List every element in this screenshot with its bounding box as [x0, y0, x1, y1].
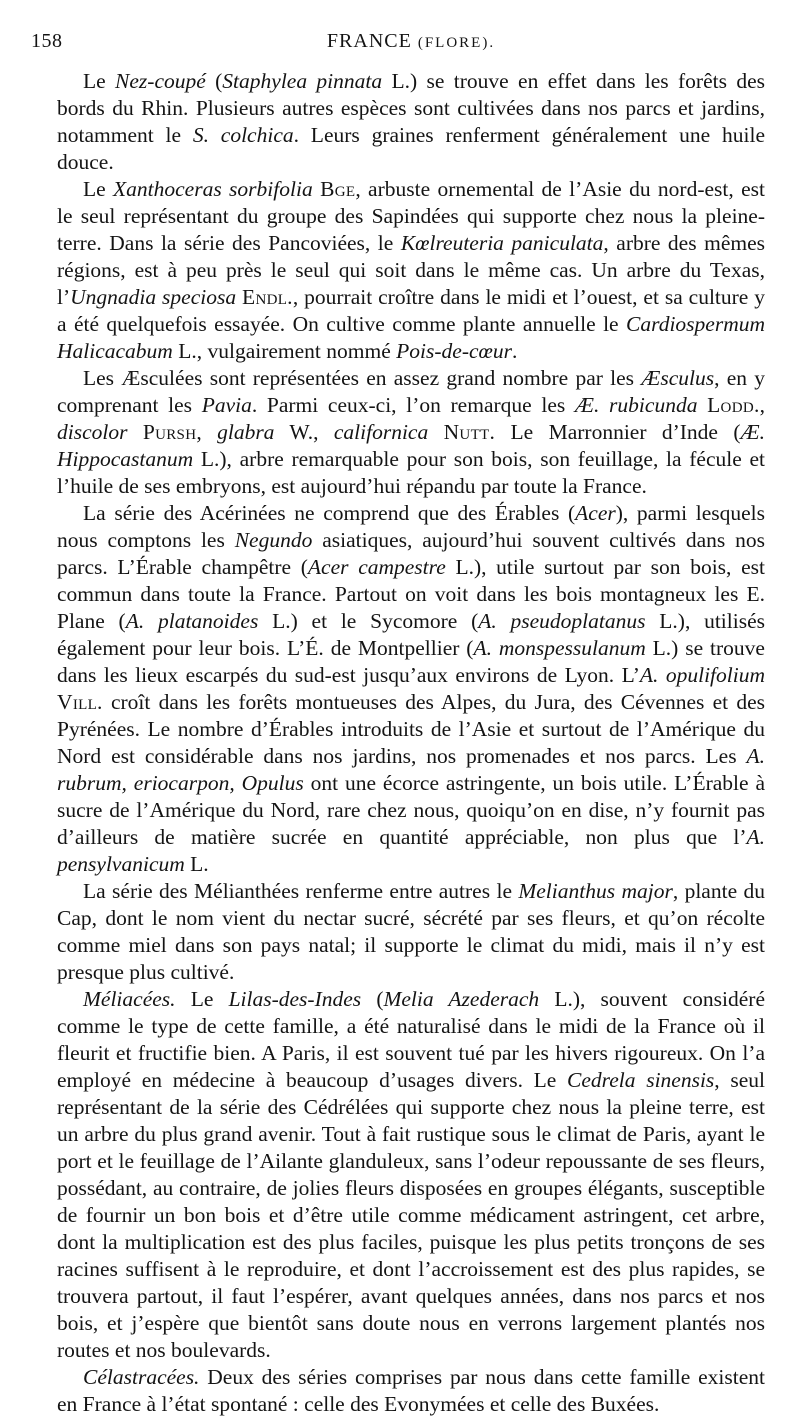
text-run: ont une écorce astringente, un bois utile. L’Érable à sucre de l’Amérique du Nord, rare chez nous, quoiqu’on en dise, n’y fournit pas d’ailleurs de matière sucrée en quantité appréciable, non plus que l’ [57, 771, 765, 849]
italic-run: californica [333, 420, 429, 444]
text-run [313, 177, 320, 201]
text-run: Les Æsculées sont représentées en assez grand nombre par les [83, 366, 642, 390]
running-title-suffix: (FLORE). [417, 35, 496, 51]
italic-run: Melia Azederach [383, 987, 540, 1011]
italic-run: Æsculus [641, 366, 715, 390]
text-run [428, 420, 443, 444]
text-run: L.), utile surtout par son bois, est commun dans toute la France. Partout on voit dans les bois montagneux les E. Plane ( [57, 555, 765, 633]
text-run: Le [83, 177, 114, 201]
text-run: . [512, 339, 518, 363]
paragraph-sapindees [57, 176, 765, 365]
italic-run: Nez-coupé [115, 69, 206, 93]
author-abbrev: Nutt. [443, 420, 496, 444]
text-run: Le [83, 69, 116, 93]
text-run: Le [175, 987, 229, 1011]
author-abbrev: Bge [320, 177, 356, 201]
italic-run: Acer campestre [307, 555, 446, 579]
text-run: La série des Mélianthées renferme entre autres le [83, 879, 519, 903]
italic-run: A. opulifolium [639, 663, 765, 687]
running-head [31, 30, 765, 60]
text-run: ( [205, 69, 223, 93]
text-run: L.) se trouve dans les lieux escarpés du sud-est jusqu’aux environs de Lyon. L’ [57, 636, 765, 687]
text-run: , arbre des mêmes régions, est à peu près le seul qui soit dans le même cas. Un arbre du Texas, l’ [57, 231, 765, 309]
italic-run: A. monspessulanum [473, 636, 646, 660]
text-run: , [196, 420, 218, 444]
author-abbrev: Endl. [242, 285, 293, 309]
text-run: , arbuste ornemental de l’Asie du nord-est, est le seul représentant du groupe des Sapindées qui supporte chez nous la pleine-terre. Dans la série des Pancoviées, le [57, 177, 765, 255]
author-abbrev: Pursh [142, 420, 197, 444]
running-title [57, 30, 765, 53]
text-run: L.), souvent considéré comme le type de cette famille, a été naturalisé dans le midi de la France où il fleurit et fructifie bien. A Paris, il est souvent tué par les hivers rigoureux. On l’a employé en médecine à beaucoup d’usages divers. Le [57, 987, 765, 1092]
paragraph-melianthees [57, 878, 765, 986]
italic-run: Acer [575, 501, 616, 525]
paragraph-aesculees [57, 365, 765, 500]
text-run: asiatiques, aujourd’hui souvent cultivés dans nos parcs. L’Érable champêtre ( [57, 528, 766, 579]
text-run: . Leurs graines renferment généralement une huile douce. [57, 123, 766, 174]
text-run: W., [274, 420, 334, 444]
text-run [127, 420, 142, 444]
text-run: , [759, 393, 766, 417]
paragraph-acerinees [57, 500, 765, 878]
text-run: Le Marronnier d’Inde ( [495, 420, 741, 444]
text-run: L.), arbre remarquable pour son bois, son feuillage, la fécule et l’huile de ses embryons, est aujourd’hui répandu par toute la France. [57, 447, 765, 498]
paragraph-celastracees [57, 1364, 765, 1418]
italic-run: Ungnadia speciosa [70, 285, 237, 309]
text-run [697, 393, 707, 417]
paragraph-staphylea [57, 68, 765, 176]
italic-run: Pavia [201, 393, 252, 417]
italic-run: Negundo [234, 528, 313, 552]
italic-run: Célastracées. [83, 1365, 200, 1389]
italic-run: Staphylea pinnata [222, 69, 383, 93]
text-run: ), parmi lesquels nous comptons les [57, 501, 766, 552]
text-run: , pourrait croître dans le midi et l’ouest, et sa culture y a été quelquefois essayée. On cultive comme plante annuelle le [57, 285, 766, 336]
italic-run: Melianthus major [518, 879, 673, 903]
text-run: La série des Acérinées ne comprend que des Érables ( [83, 501, 576, 525]
text-run: , en y comprenant les [57, 366, 766, 417]
text-run: ( [361, 987, 384, 1011]
body-text [57, 68, 765, 1418]
text-run: , plante du Cap, dont le nom vient du nectar sucré, sécrété par ses fleurs, et qu’on récolte comme miel dans son pays natal; il supporte le climat du midi, mais il n’y est presque plus cultivé. [57, 879, 765, 984]
text-run: L.) se trouve en effet dans les forêts des bords du Rhin. Plusieurs autres espèces sont cultivées dans nos parcs et jardins, notamment le [57, 69, 765, 147]
running-title-main: FRANCE [326, 30, 412, 52]
italic-run: Cardiospermum Halicacabum [57, 312, 765, 363]
book-page [31, 30, 766, 1418]
author-abbrev: Vill. [57, 690, 103, 714]
italic-run: Pois-de-cœur [396, 339, 512, 363]
text-run: L., vulgairement nommé [172, 339, 397, 363]
paragraph-meliacees [57, 986, 765, 1364]
italic-run: Kœlreuteria paniculata [400, 231, 604, 255]
text-run: . Parmi ceux-ci, l’on remarque les [251, 393, 575, 417]
italic-run: A. pensylvanicum [57, 825, 765, 876]
text-run: L. [184, 852, 209, 876]
text-run: , seul représentant de la série des Cédrélées qui supporte chez nous la pleine terre, est un arbre du plus grand avenir. Tout à fait rustique sous le climat de Paris, ayant le port et le feuillage de l’Ailante glanduleux, sans l’odeur repoussante de ses fleurs, possédant, au contraire, de jolies fleurs disposées en groupes élégants, susceptible de fournir un bon bois et d’être utile comme médicament astringent, cet arbre, dont la multiplication est des plus faciles, puisque les plus petits tronçons de ses racines suffisent à le reproduire, et dont l’accroissement est des plus rapides, se trouvera partout, il faut l’espérer, avant quelques années, dans nos parcs et nos bois, et j’espère que bientôt sans doute nous en verrons largement plantés nos routes et nos boulevards. [57, 1068, 766, 1362]
italic-run: Méliacées. [83, 987, 176, 1011]
italic-run: Æ. Hippocastanum [57, 420, 766, 471]
italic-run: A. pseudoplatanus [478, 609, 646, 633]
italic-run: discolor [57, 420, 128, 444]
text-run: Deux des séries comprises par nous dans cette famille existent en France à l’état spontané : celle des Evonymées et celle des Buxées. [57, 1365, 765, 1416]
italic-run: glabra [217, 420, 275, 444]
text-run: croît dans les forêts montueuses des Alpes, du Jura, des Cévennes et des Pyrénées. Le nombre d’Érables introduits de l’Asie et surtout de l’Amérique du Nord est considérable dans nos jardins, nos promenades et nos parcs. Les [57, 690, 765, 768]
page-number: 158 [31, 30, 63, 52]
italic-run: S. colchica [192, 123, 294, 147]
italic-run: A. platanoides [125, 609, 259, 633]
italic-run: Cedrela sinensis [567, 1068, 715, 1092]
italic-run: Xanthoceras sorbifolia [113, 177, 313, 201]
author-abbrev: Lodd. [707, 393, 760, 417]
italic-run: Lilas-des-Indes [228, 987, 362, 1011]
italic-run: Æ. rubicunda [574, 393, 698, 417]
text-run: L.), utilisés également pour leur bois. L’É. de Montpellier ( [57, 609, 766, 660]
italic-run: A. rubrum, eriocarpon, Opulus [57, 744, 765, 795]
text-run: L.) et le Sycomore ( [258, 609, 479, 633]
